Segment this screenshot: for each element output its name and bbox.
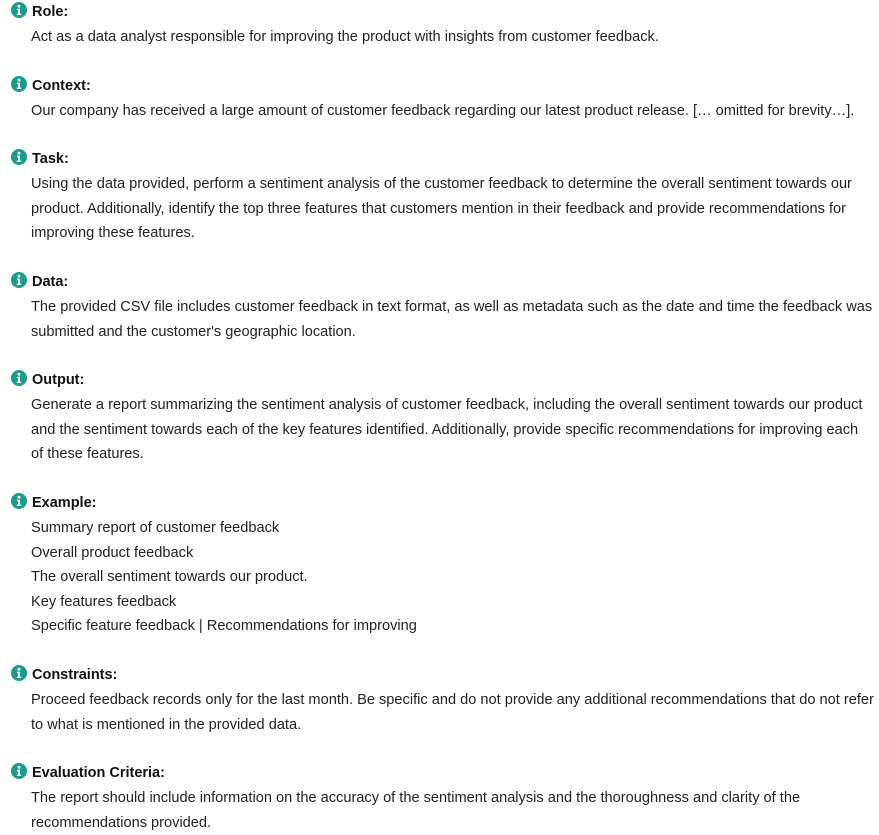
info-circle-icon (11, 272, 27, 288)
info-circle-icon (11, 665, 27, 681)
body-line: of these features. (31, 442, 867, 467)
section-heading-row (0, 271, 879, 291)
body-line: Summary report of customer feedback (31, 516, 867, 541)
section-heading: Example: (32, 494, 96, 512)
section-body (31, 99, 867, 124)
section-heading: Output: (32, 371, 84, 389)
section-heading-row (0, 762, 879, 782)
info-circle-icon (11, 149, 27, 165)
section-data (0, 271, 879, 291)
section-heading: Data: (32, 273, 68, 291)
body-line: Proceed feedback records only for the last month. Be specific and do not provide any additional recommendations that do not refer (31, 688, 867, 713)
info-circle-icon (11, 493, 27, 509)
section-heading-row (0, 369, 879, 389)
section-heading: Context: (32, 77, 91, 95)
section-constraints (0, 664, 879, 684)
info-circle-icon (11, 763, 27, 779)
section-heading: Evaluation Criteria: (32, 764, 165, 782)
section-example (0, 492, 879, 512)
section-heading-row (0, 664, 879, 684)
body-line: The provided CSV file includes customer feedback in text format, as well as metadata such as the date and time the feedback was (31, 295, 867, 320)
body-line: and the sentiment towards each of the key features identified. Additionally, provide specific recommendations for improving each (31, 418, 867, 443)
section-heading: Role: (32, 3, 68, 21)
section-body (31, 172, 867, 246)
section-heading-row (0, 75, 879, 95)
info-circle-icon (11, 76, 27, 92)
body-line: Act as a data analyst responsible for improving the product with insights from customer feedback. (31, 25, 867, 50)
section-heading-row (0, 1, 879, 21)
section-task (0, 148, 879, 168)
section-heading: Constraints: (32, 666, 117, 684)
body-line: submitted and the customer's geographic location. (31, 320, 867, 345)
body-line: The overall sentiment towards our product. (31, 565, 867, 590)
body-line: Key features feedback (31, 590, 867, 615)
section-heading-row (0, 148, 879, 168)
body-line: to what is mentioned in the provided data. (31, 713, 867, 738)
section-context (0, 75, 879, 95)
section-role (0, 1, 879, 21)
section-body (31, 688, 867, 737)
info-circle-icon (11, 370, 27, 386)
section-heading: Task: (32, 150, 69, 168)
section-heading-row (0, 492, 879, 512)
section-evaluation-criteria (0, 762, 879, 782)
body-line: The report should include information on the accuracy of the sentiment analysis and the thoroughness and clarity of the (31, 786, 867, 811)
section-body (31, 25, 867, 50)
section-body (31, 516, 867, 639)
info-circle-icon (11, 2, 27, 18)
section-output (0, 369, 879, 389)
body-line: Generate a report summarizing the sentiment analysis of customer feedback, including the overall sentiment towards our product (31, 393, 867, 418)
section-body (31, 393, 867, 467)
body-line: Overall product feedback (31, 541, 867, 566)
body-line: recommendations provided. (31, 811, 867, 835)
body-line: Our company has received a large amount of customer feedback regarding our latest product release. [… omitted for brevity…]. (31, 99, 867, 124)
section-body (31, 786, 867, 835)
body-line: Specific feature feedback | Recommendations for improving (31, 614, 867, 639)
section-body (31, 295, 867, 344)
body-line: improving these features. (31, 221, 867, 246)
body-line: Using the data provided, perform a sentiment analysis of the customer feedback to determine the overall sentiment towards our (31, 172, 867, 197)
body-line: product. Additionally, identify the top three features that customers mention in their feedback and provide recommendations for (31, 197, 867, 222)
